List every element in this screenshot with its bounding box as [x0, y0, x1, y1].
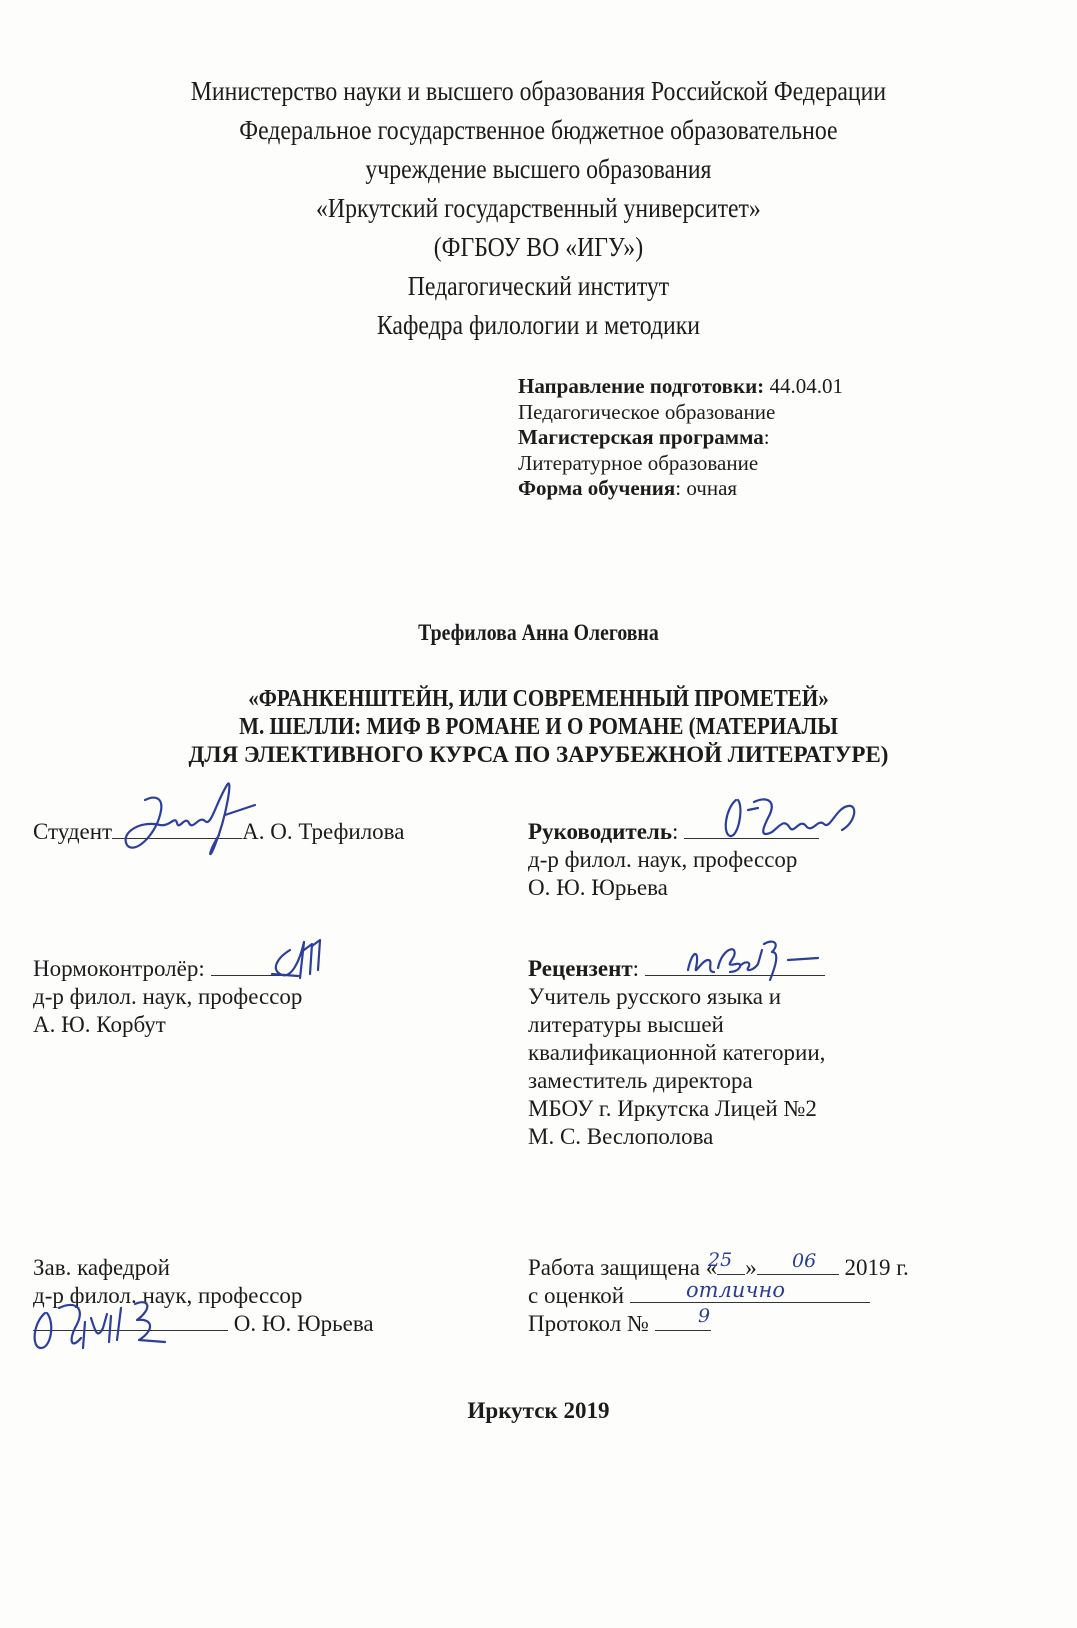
student-name: А. О. Трефилова	[242, 819, 405, 844]
reviewer-line: Учитель русского языка и	[528, 984, 782, 1009]
student-label: Студент	[33, 819, 113, 844]
header-line: Педагогический институт	[407, 271, 670, 301]
colon: :	[672, 819, 679, 844]
header-line: (ФГБОУ ВО «ИГУ»)	[433, 232, 644, 262]
head-degree: д-р филол. наук, профессор	[33, 1283, 303, 1308]
reviewer-line: литературы высшей	[528, 1012, 724, 1037]
head-block	[33, 1254, 374, 1338]
thesis-title	[0, 685, 1077, 769]
defense-month: 06	[792, 1250, 817, 1272]
student-block	[33, 818, 404, 846]
signature-line	[684, 818, 819, 839]
head-label: Зав. кафедрой	[33, 1255, 170, 1280]
title-line: ДЛЯ ЭЛЕКТИВНОГО КУРСА ПО ЗАРУБЕЖНОЙ ЛИТЕРАТУРЕ)	[188, 742, 889, 767]
head-name: О. Ю. Юрьева	[233, 1311, 374, 1336]
colon: :	[632, 956, 640, 981]
reviewer-name: М. С. Веслополова	[528, 1124, 714, 1149]
form-value: : очная	[675, 476, 738, 500]
header-line: Кафедра филологии и методики	[376, 310, 701, 340]
author-name: Трефилова Анна Олеговна	[418, 620, 659, 645]
title-line: «ФРАНКЕНШТЕЙН, ИЛИ СОВРЕМЕННЫЙ ПРОМЕТЕЙ»	[248, 685, 829, 712]
title-line: М. ШЕЛЛИ: МИФ В РОМАНЕ И О РОМАНЕ (МАТЕРИАЛЫ	[239, 713, 838, 740]
reviewer-line: МБОУ г. Иркутска Лицей №2	[528, 1096, 817, 1121]
normcontrol-name: А. Ю. Корбут	[33, 1012, 166, 1037]
normcontrol-label: Нормоконтролёр:	[33, 956, 205, 981]
program-info	[518, 374, 843, 502]
supervisor-block	[528, 818, 819, 902]
colon: :	[763, 425, 770, 449]
header-line: Министерство науки и высшего образования Российской Федерации	[190, 76, 887, 106]
form-label: Форма обучения	[518, 476, 676, 500]
normcontrol-block	[33, 955, 302, 1039]
protocol-number: 9	[698, 1305, 711, 1327]
supervisor-degree: д-р филол. наук, профессор	[528, 847, 798, 872]
master-label: Магистерская программа	[518, 425, 764, 449]
direction-label: Направление подготовки:	[518, 374, 765, 398]
supervisor-name: О. Ю. Юрьева	[528, 875, 668, 900]
supervisor-label: Руководитель	[528, 819, 672, 844]
signature-line	[33, 1310, 228, 1331]
grade-label: с оценкой	[528, 1283, 625, 1308]
header-line: Федеральное государственное бюджетное образовательное	[239, 115, 838, 145]
reviewer-line: заместитель директора	[528, 1068, 753, 1093]
institution-header	[65, 72, 1013, 345]
direction-code: 44.04.01	[764, 374, 843, 398]
reviewer-block	[528, 955, 825, 1151]
reviewer-line: квалификационной категории,	[528, 1040, 826, 1065]
header-line: «Иркутский государственный университет»	[316, 193, 761, 223]
quote: »	[745, 1255, 757, 1280]
signature-line	[645, 955, 825, 976]
defense-day: 25	[708, 1249, 733, 1271]
reviewer-label: Рецензент	[528, 956, 633, 981]
signature-line	[211, 955, 301, 976]
direction-name: Педагогическое образование	[518, 399, 776, 424]
signature-line	[112, 818, 242, 839]
defense-grade: отлично	[686, 1278, 785, 1302]
defense-year: 2019 г.	[844, 1255, 909, 1280]
city-year: Иркутск 2019	[467, 1398, 610, 1423]
defense-prefix: Работа защищена «	[528, 1255, 718, 1280]
header-line: учреждение высшего образования	[365, 154, 712, 184]
master-name: Литературное образование	[518, 450, 759, 475]
normcontrol-degree: д-р филол. наук, профессор	[33, 984, 303, 1009]
protocol-label: Протокол №	[528, 1311, 649, 1336]
